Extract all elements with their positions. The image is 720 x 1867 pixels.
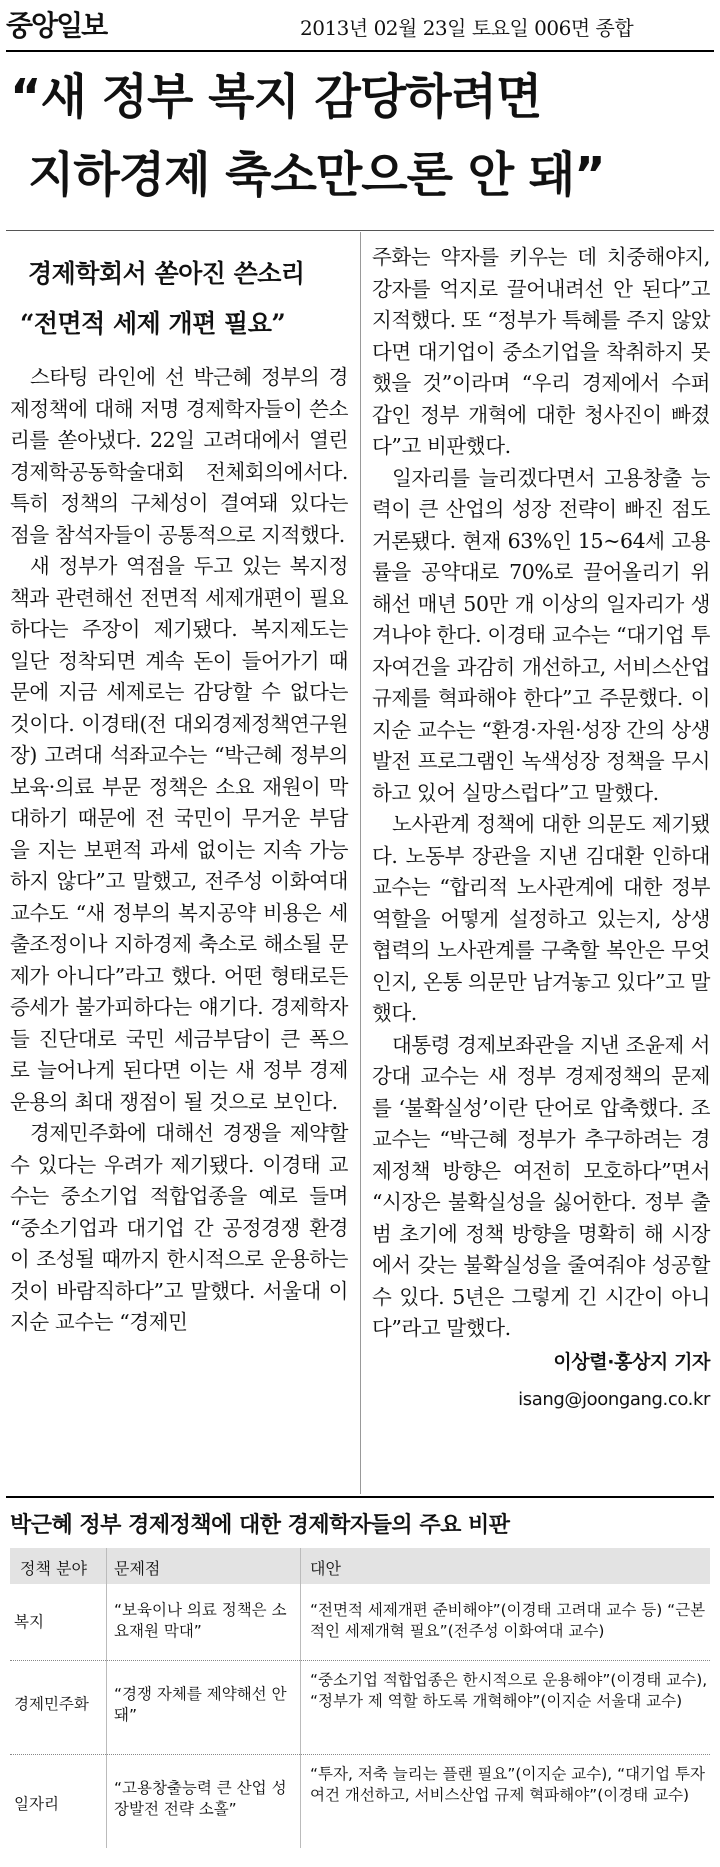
reporter-email: isang@joongang.co.kr <box>518 1389 710 1410</box>
table-cell-problem: “경쟁 자체를 제약해선 안 돼” <box>114 1685 287 1724</box>
table-row <box>10 1758 710 1848</box>
article-paragraph: 경제민주화에 대해선 경쟁을 제약할 수 있다는 우려가 제기됐다. 이경태 교수는 중소기업 적합업종을 예로 들며 “중소기업과 대기업 간 공정경쟁 환경이 조성될 때까지 한시적으로 운용하는 것이 바람직하다”고 말했다. 서울대 이지순 교수는 “경제민 <box>10 1121 348 1334</box>
table-row <box>10 1590 710 1661</box>
byline: 이상렬·홍상지 기자 <box>553 1350 710 1373</box>
article-paragraph: 스타팅 라인에 선 박근혜 정부의 경제정책에 대해 저명 경제학자들이 쓴소리를 쏟아냈다. 22일 고려대에서 열린 경제학공동학술대회 전체회의에서다. 특히 정책의 구체성이 결여돼 있다는 점을 참석자들이 공통적으로 지적했다. <box>10 365 348 547</box>
table-cell-problem: “고용창출능력 큰 산업 성장발전 전략 소홀” <box>114 1779 287 1818</box>
headline <box>10 58 710 214</box>
table-cell-problem: “보육이나 의료 정책은 소요재원 막대” <box>114 1601 287 1640</box>
table-title: 박근혜 정부 경제정책에 대한 경제학자들의 주요 비판 <box>10 1513 510 1538</box>
article-right-column <box>372 242 710 1416</box>
headline-line-2: 지하경제 축소만으론 안 돼” <box>28 147 605 203</box>
table-cell-alternative: “중소기업 적합업종은 한시적으로 운용해야”(이경태 교수), “정부가 제 역할 하도록 개혁해야”(이지순 서울대 교수) <box>310 1671 708 1710</box>
article-paragraph: 주화는 약자를 키우는 데 치중해야지, 강자를 억지로 끌어내려선 안 된다”고 지적했다. 또 “정부가 특혜를 주지 않았다면 대기업이 중소기업을 착취하지 못했을 것”이라며 “우리 경제에서 수퍼 갑인 정부 개혁에 대한 청사진이 빠졌다”고 비판했다. <box>372 245 710 458</box>
article-paragraph: 대통령 경제보좌관을 지낸 조윤제 서강대 교수는 새 정부 경제정책의 문제를 ‘불확실성’이란 단어로 압축했다. 조 교수는 “박근혜 정부가 추구하려는 경제정책 방향은 여전히 모호하다”면서 “시장은 불확실성을 싫어한다. 정부 출범 초기에 정책 방향을 명확히 해 시장에서 갖는 불확실성을 줄여줘야 성공할 수 있다. 5년은 그렇게 긴 시간이 아니다”라고 말했다. <box>372 1032 710 1340</box>
table-divider <box>300 1548 301 1848</box>
table-header-alternative: 대안 <box>310 1559 341 1578</box>
table-cell-alternative: “투자, 저축 늘리는 플랜 필요”(이지순 교수), “대기업 투자여건 개선하고, 서비스산업 규제 혁파해야”(이경태 교수) <box>310 1765 705 1804</box>
column-separator <box>360 232 361 1494</box>
table-header-category: 정책 분야 <box>20 1559 87 1578</box>
table-cell-category: 일자리 <box>14 1795 59 1813</box>
table-header <box>10 1548 710 1584</box>
article-left-column <box>10 362 348 1339</box>
article-paragraph: 일자리를 늘리겠다면서 고용창출 능력이 큰 산업의 성장 전략이 빠진 점도 거론됐다. 현재 63%인 15~64세 고용률을 공약대로 70%로 끌어올리기 위해선 매년 50만 개 이상의 일자리가 생겨나야 한다. 이경태 교수는 “대기업 투자여건을 과감히 개선하고, 서비스산업 규제를 혁파해야 한다”고 주문했다. 이지순 교수는 “환경·자원·성장 간의 상생발전 프로그램인 녹색성장 정책을 무시하고 있어 실망스럽다”고 말했다. <box>372 465 710 805</box>
table-cell-category: 경제민주화 <box>14 1695 89 1713</box>
headline-line-1: “새 정부 복지 감당하려면 <box>10 69 542 125</box>
table-cell-category: 복지 <box>14 1613 44 1631</box>
top-rule <box>6 50 714 52</box>
table-top-rule <box>6 1496 714 1498</box>
subhead-second: “전면적 세제 개편 필요” <box>20 309 286 338</box>
article-paragraph: 새 정부가 역점을 두고 있는 복지정책과 관련해선 전면적 세제개편이 필요하다는 주장이 제기됐다. 복지제도는 일단 정착되면 계속 돈이 들어가기 때문에 지금 세제로는 감당할 수 없다는 것이다. 이경태(전 대외경제정책연구원장) 고려대 석좌교수는 “박근혜 정부의 보육·의료 부문 정책은 소요 재원이 막대하기 때문에 전 국민이 무거운 부담을 지는 보편적 과세 없이는 지속 가능하지 않다”고 말했고, 전주성 이화여대 교수도 “새 정부의 복지공약 비용은 세출조정이나 지하경제 축소로 해소될 문제가 아니다”라고 했다. 어떤 형태로든 증세가 불가피하다는 얘기다. 경제학자들 진단대로 국민 세금부담이 큰 폭으로 늘어나게 된다면 이는 새 정부 경제운용의 최대 쟁점이 될 것으로 보인다. <box>10 554 348 1114</box>
table-header-problem: 문제점 <box>114 1559 161 1578</box>
dateline: 2013년 02월 23일 토요일 006면 종합 <box>300 16 634 40</box>
table-cell-alternative: “전면적 세제개편 준비해야”(이경태 고려대 교수 등) “근본적인 세제개혁 필요”(전주성 이화여대 교수) <box>310 1601 706 1640</box>
newspaper-logo: 중앙일보 <box>6 9 107 42</box>
table-divider <box>106 1548 107 1848</box>
table-row <box>10 1664 710 1755</box>
headline-rule <box>6 230 714 231</box>
article-paragraph: 노사관계 정책에 대한 의문도 제기됐다. 노동부 장관을 지낸 김대환 인하대 교수는 “합리적 노사관계에 대한 정부 역할을 어떻게 설정하고 있는지, 상생협력의 노사관계를 구축할 복안은 무엇인지, 온통 의문만 남겨놓고 있다”고 말했다. <box>372 812 710 1025</box>
subhead-first: 경제학회서 쏟아진 쓴소리 <box>28 259 305 288</box>
